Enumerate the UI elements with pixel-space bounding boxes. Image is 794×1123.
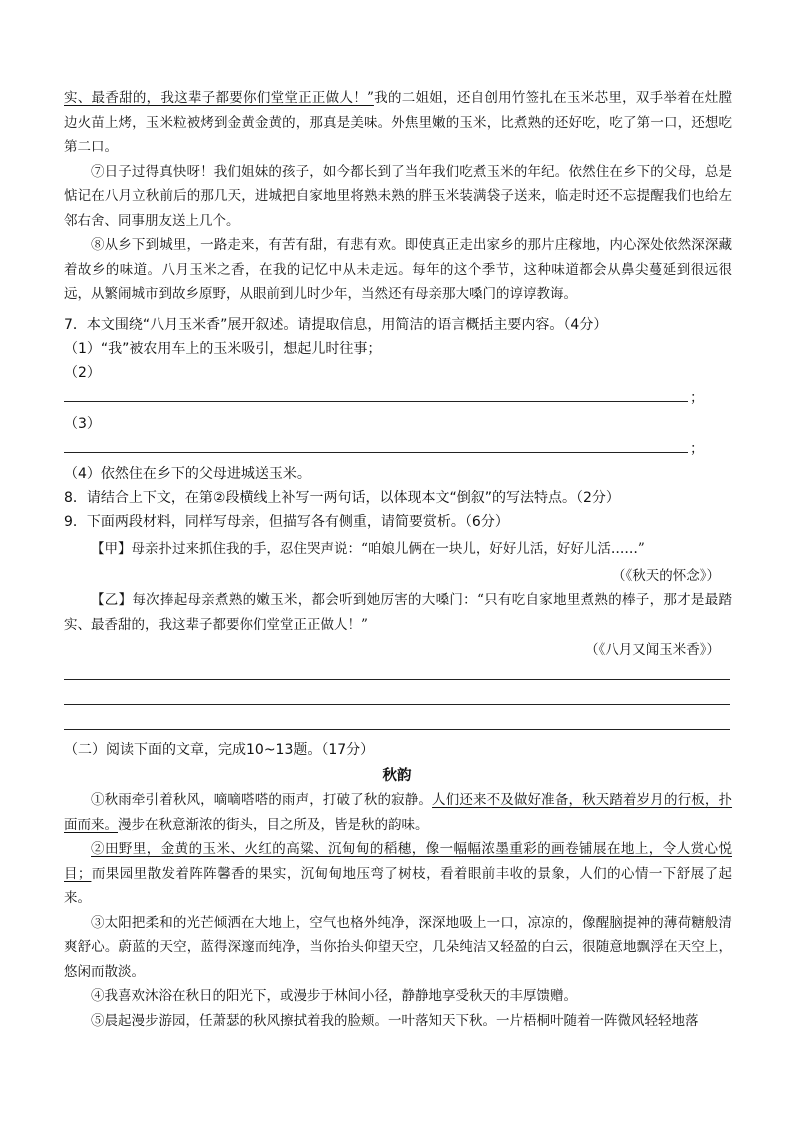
answer-line [64,452,688,453]
p1-text-b: 漫步在秋意渐浓的街头，目之所及，皆是秋的韵味。 [118,816,429,833]
question-7-item-1: （1）“我”被农用车上的玉米吸引，想起儿时往事； [64,341,382,357]
paragraph-5: ⑤晨起漫步游园，任萧瑟的秋风擦拭着我的脸颊。一叶落知天下秋。一片梧桐叶随着一阵微风轻轻地落 [91,1012,699,1029]
answer-blank-7-3[interactable] [64,441,704,458]
question-7 [64,313,732,385]
question-7-item-3-label [64,412,732,436]
paragraph-1 [64,788,732,837]
question-7-item-3: （3） [64,416,101,432]
paragraph-2 [64,837,732,911]
material-b [64,588,732,637]
paragraph-3: ③太阳把柔和的光芒倾洒在大地上，空气也格外纯净，深深地吸上一口，凉凉的，像醒脑提神的薄荷糖般清爽舒心。蔚蓝的天空，蓝得深邃而纯净，当你抬头仰望天空，几朵纯洁又轻盈的白云，很随意地飘浮在天空上，悠闲而散淡。 [64,914,732,980]
article-title: 秋韵 [382,768,412,784]
question-7-item-2: （2） [64,365,101,381]
article2-body [64,788,732,1033]
question-8: 8．请结合上下文，在第②段横线上补写一两句话，以体现本文“倒叙”的写法特点。（2分） [64,490,620,506]
material-a [64,537,732,562]
section-heading: （二）阅读下面的文章，完成10~13题。（17分） [64,742,375,758]
paragraph-text: 我的二姐姐，还自创用竹签扎在玉米芯里，双手举着在灶膛边火苗上烤，玉米粒被烤到金黄金黄的，那真是美味。外焦里嫩的玉米，比煮熟的还好吃，吃了第一口，还想吃第二口。 [64,90,732,155]
material-a-text: 【甲】母亲扑过来抓住我的手，忍住哭声说：“咱娘儿俩在一块儿，好好儿活，好好儿活……” [91,541,645,557]
semicolon: ； [690,390,704,406]
question-9: 9．下面两段材料，同样写母亲，但描写各有侧重，请简要赏析。（6分） [64,514,509,530]
answer-line [64,401,688,402]
paragraph-continued [64,86,732,160]
p1-underlined: 人们还来不及做好准备，秋天踏着岁月的行板，扑面而来。 [64,792,733,833]
paragraph-8: ⑧从乡下到城里，一路走来，有苦有甜，有悲有欢。即使真正走出家乡的那片庄稼地，内心深处依然深深藏着故乡的味道。八月玉米之香，在我的记忆中从未走远。每年的这个季节，这种味道都会从鼻尖蔓延到很远很远，从繁闹城市到故乡原野，从眼前到儿时少年，当然还有母亲那大嗓门的谆谆教诲。 [64,237,732,302]
underlined-sentence: 实、最香甜的，我这辈子都要你们堂堂正正做人！” [64,90,374,106]
answer-line-9-1[interactable] [64,679,730,680]
p2-text-b: 而果园里散发着阵阵馨香的果实，沉甸甸地压弯了树枝，看着眼前丰收的景象，人们的心情一下舒展了起来。 [64,865,733,906]
p2-underlined: ②田野里，金黄的玉米、火红的高粱、沉甸甸的稻穗，像一幅幅浓墨重彩的画卷铺展在地上，令人赏心悦目； [64,841,732,882]
material-b-text: 【乙】每次捧起母亲煮熟的嫩玉米，都会听到她厉害的大嗓门：“只有吃自家地里煮熟的棒子，那才是最踏实、最香甜的，我这辈子都要你们堂堂正正做人！” [64,592,732,633]
semicolon: ； [690,441,704,457]
p1-text-a: ①秋雨牵引着秋风，嘀嘀嗒嗒的雨声，打破了秋的寂静。 [91,792,433,808]
source-a: （《秋天的怀念》） [612,568,720,584]
answer-blank-7-2[interactable] [64,390,704,407]
question-7-stem: 7．本文围绕“八月玉米香”展开叙述。请提取信息，用简洁的语言概括主要内容。（4分） [64,317,608,333]
question-7-item-4: （4）依然住在乡下的父母进城送玉米。 [64,466,311,482]
source-b: （《八月又闻玉米香》） [585,642,720,658]
section-2-heading [64,738,732,762]
answer-line-9-2[interactable] [64,704,730,705]
questions-7-to-9 [64,462,732,534]
answer-line-9-3[interactable] [64,729,730,730]
paragraph-7: ⑦日子过得真快呀！我们姐妹的孩子，如今都长到了当年我们吃煮玉米的年纪。依然住在乡下的父母，总是惦记在八月立秋前后的那几天，进城把自家地里将熟未熟的胖玉米装满袋子送来，临走时还不忘提醒我们也给左邻右舍、同事朋友送上几个。 [64,163,732,229]
article1-continuation [64,86,732,307]
paragraph-4: ④我喜欢沐浴在秋日的阳光下，或漫步于林间小径，静静地享受秋天的丰厚馈赠。 [91,988,577,1004]
